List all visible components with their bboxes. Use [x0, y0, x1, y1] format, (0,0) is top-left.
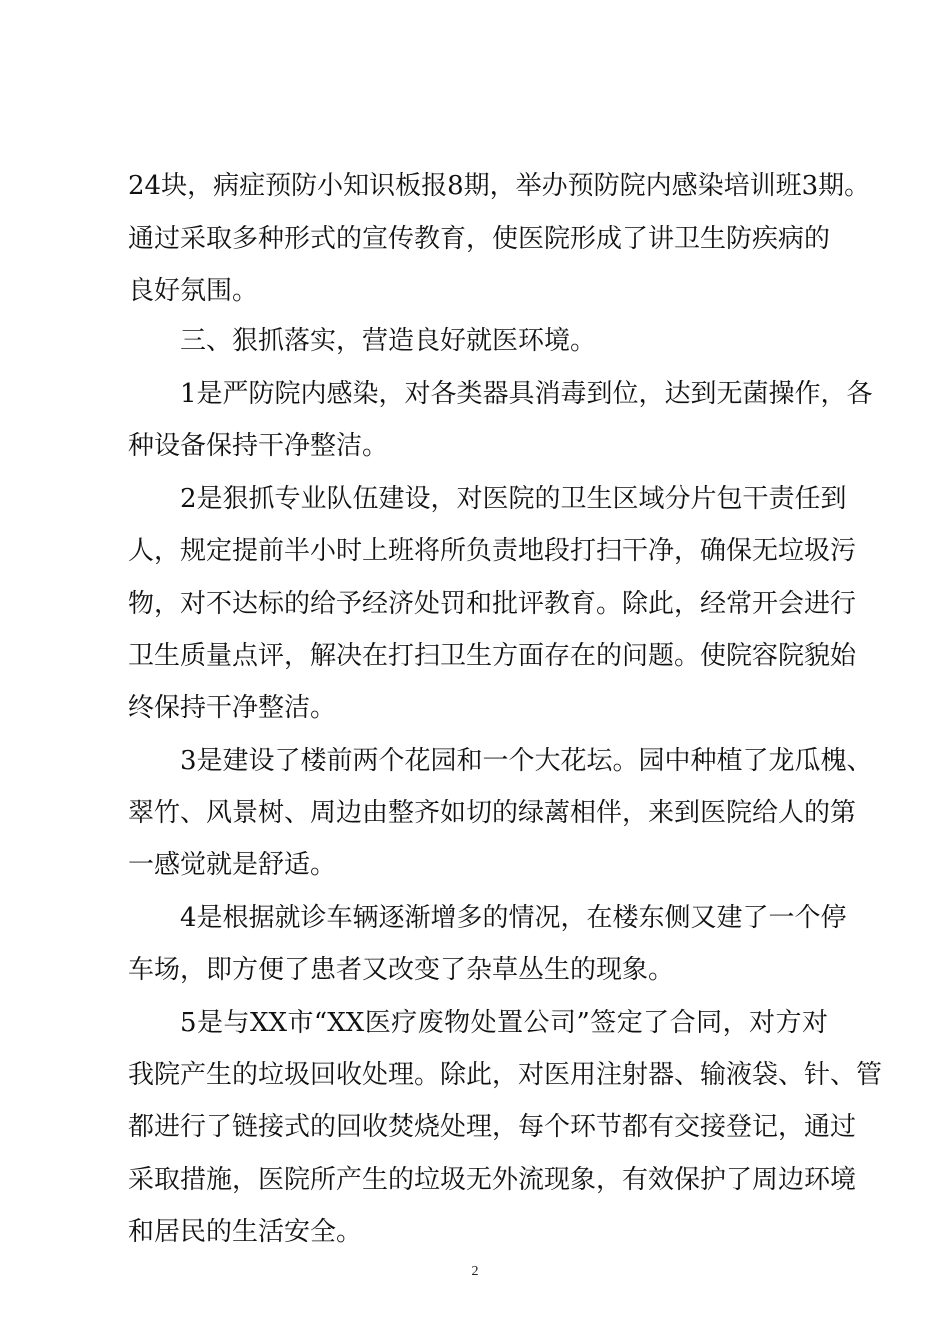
text-line: 翠竹、风景树、周边由整齐如切的绿蓠相伴，来到医院给人的第	[128, 798, 857, 828]
text-line: 卫生质量点评，解决在打扫卫生方面存在的问题。使院容院貌始	[128, 641, 857, 671]
text-line: 24块，病症预防小知识板报8期，举办预防院内感染培训班3期。	[128, 171, 871, 201]
text-line: 采取措施，医院所产生的垃圾无外流现象，有效保护了周边环境	[128, 1165, 857, 1195]
text-line: 都进行了链接式的回收焚烧处理，每个环节都有交接登记，通过	[128, 1112, 857, 1142]
text-line: 种设备保持干净整洁。	[128, 431, 389, 461]
text-line: 2是狠抓专业队伍建设，对医院的卫生区域分片包干责任到	[180, 484, 847, 514]
section-heading: 三、狠抓落实，营造良好就医环境。	[180, 326, 597, 356]
text-line: 终保持干净整洁。	[128, 693, 337, 723]
text-line: 5是与XX市“XX医疗废物处置公司”签定了合同，对方对	[180, 1008, 828, 1038]
text-line: 车场，即方便了患者又改变了杂草丛生的现象。	[128, 955, 675, 985]
text-line: 良好氛围。	[128, 276, 259, 306]
text-line: 人，规定提前半小时上班将所负责地段打扫干净，确保无垃圾污	[128, 536, 857, 566]
text-line: 我院产生的垃圾回收处理。除此，对医用注射器、输液袋、针、管	[128, 1060, 883, 1090]
page-number: 2	[471, 1264, 479, 1279]
text-line: 3是建设了楼前两个花园和一个大花坛。园中种植了龙瓜槐、	[180, 746, 873, 776]
text-line: 1是严防院内感染，对各类器具消毒到位，达到无菌操作，各	[180, 379, 873, 409]
text-line: 物，对不达标的给予经济处罚和批评教育。除此，经常开会进行	[128, 589, 857, 619]
text-line: 4是根据就诊车辆逐渐增多的情况，在楼东侧又建了一个停	[180, 903, 847, 933]
text-line: 一感觉就是舒适。	[128, 850, 337, 880]
text-line: 和居民的生活安全。	[128, 1217, 363, 1247]
text-line: 通过采取多种形式的宣传教育，使医院形成了讲卫生防疾病的	[128, 224, 831, 254]
